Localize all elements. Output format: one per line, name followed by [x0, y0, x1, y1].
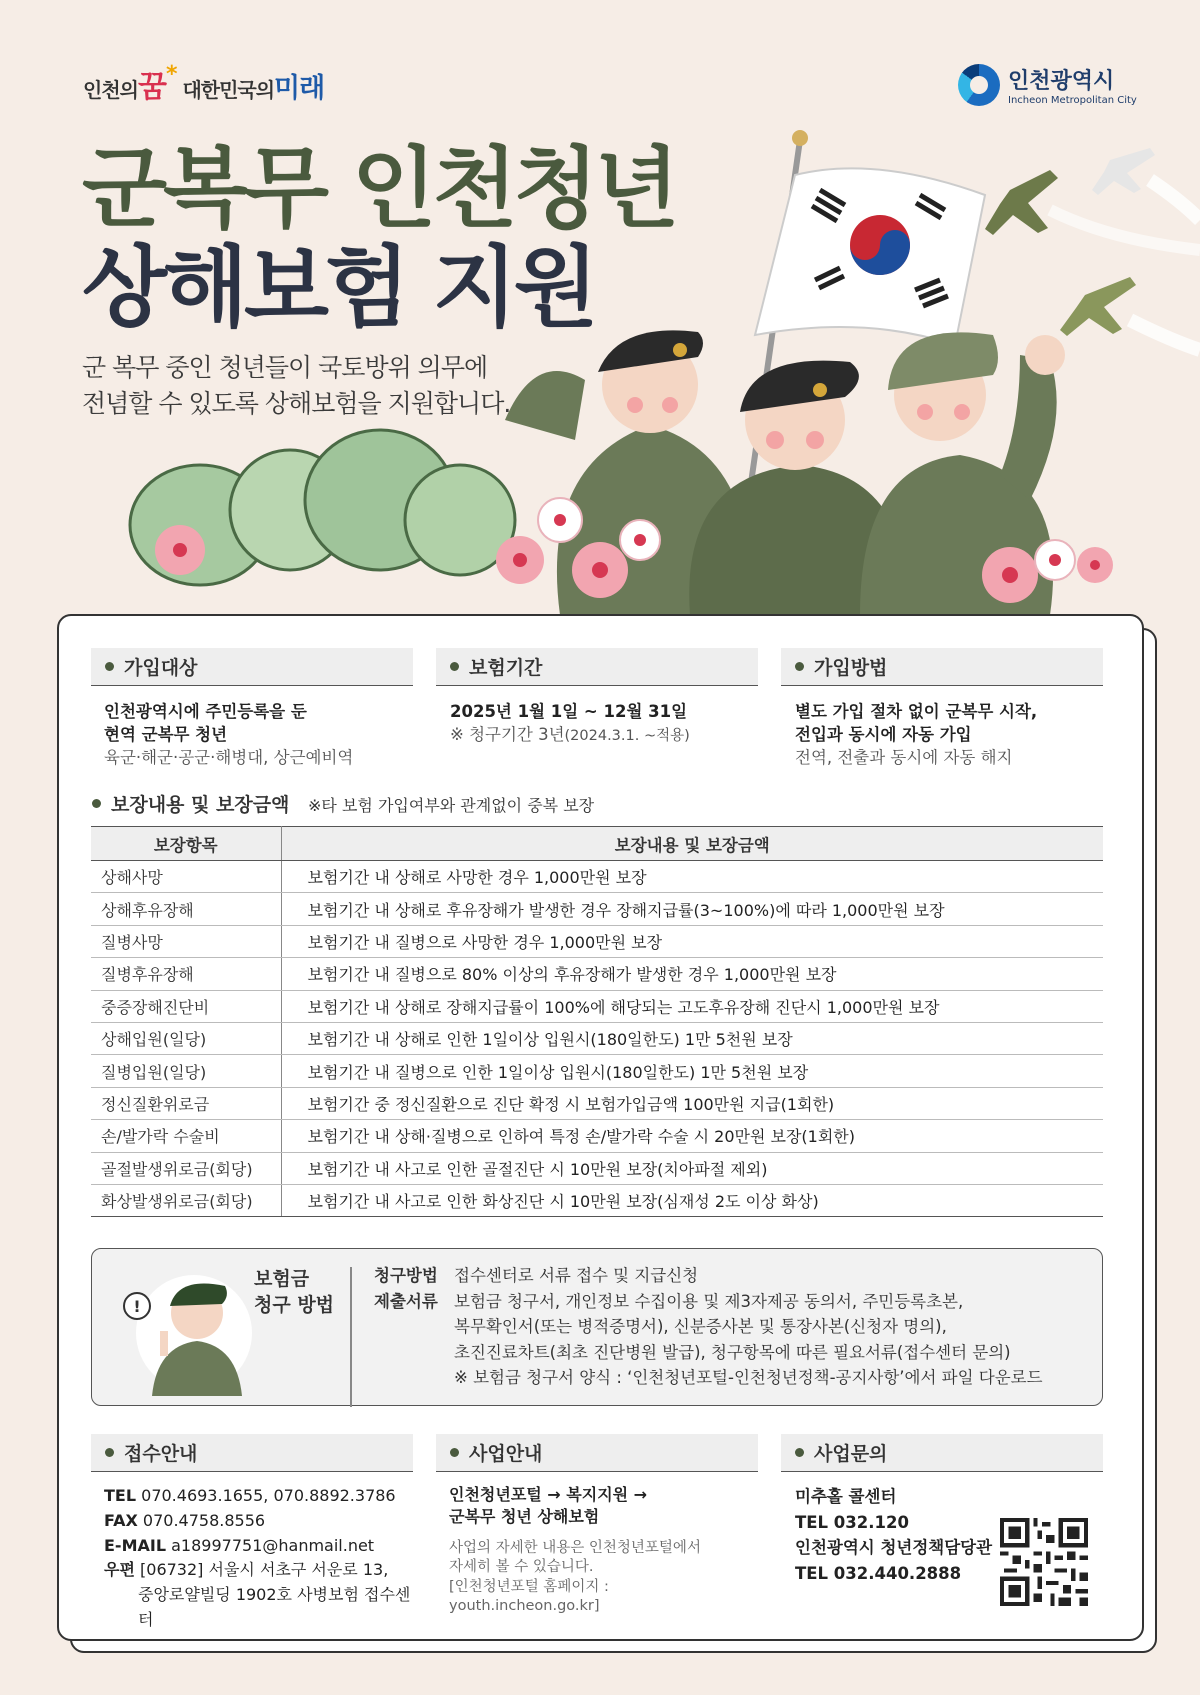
soldiers-illustration [0, 120, 1200, 620]
table-header-row [91, 827, 1103, 861]
col-item: 보장항목 [91, 827, 281, 861]
incheon-logo-icon [958, 64, 1000, 106]
coverage-heading: 보장내용 및 보장금액 [92, 790, 289, 817]
soldier-avatar [122, 1261, 257, 1396]
section-eligibility-heading: 가입대상 [91, 648, 413, 686]
section-business-heading: 사업안내 [436, 1434, 758, 1472]
table-row: 손/발가락 수술비 보험기간 내 상해·질병으로 인하여 특정 손/발가락 수술 시 20만원 보장(1회한) [91, 1120, 1103, 1152]
table-row: 정신질환위로금 보험기간 중 정신질환으로 진단 확정 시 보험가입금액 100만원 지급(1회한) [91, 1087, 1103, 1119]
table-row: 질병입원(일당) 보험기간 내 질병으로 인한 1일이상 입원시(180일한도) 1만 5천원 보장 [91, 1055, 1103, 1087]
table-row: 질병사망 보험기간 내 질병으로 사망한 경우 1,000만원 보장 [91, 925, 1103, 957]
section-reception-body: TEL 070.4693.1655, 070.8892.3786 FAX 070.4758.8556 E-MAIL a18997751@hanmail.net 우편 [06732] 서울시 서초구 서운로 13, 중앙로얄빌딩 1902호 사병보험 접수센터 [104, 1486, 411, 1629]
table-row: 중증장해진단비 보험기간 내 상해로 장해지급률이 100%에 해당되는 고도후유장해 진단시 1,000만원 보장 [91, 990, 1103, 1022]
logo-ko: 인천광역시 [1008, 69, 1115, 94]
incheon-logo [958, 64, 1137, 106]
table-row: 화상발생위로금(회당) 보험기간 내 사고로 인한 화상진단 시 10만원 보장(심재성 2도 이상 화상) [91, 1184, 1103, 1216]
slogan: 인천의꿈* 대한민국의미래 [83, 62, 325, 105]
section-inquiry-body: 미추홀 콜센터 TEL 032.120 인천광역시 청년정책담당관 TEL 032.440.2888 [795, 1487, 993, 1583]
section-reception-heading: 접수안내 [91, 1434, 413, 1472]
page-title: 군복무 인천청년 상해보험 지원 [82, 137, 676, 339]
table-row: 상해후유장해 보험기간 내 상해로 후유장해가 발생한 경우 장해지급률(3~100%)에 따라 1,000만원 보장 [91, 893, 1103, 925]
table-row: 골절발생위로금(회당) 보험기간 내 사고로 인한 골절진단 시 10만원 보장(치아파절 제외) [91, 1152, 1103, 1184]
section-period-heading: 보험기간 [436, 648, 758, 686]
section-eligibility-body: 인천광역시에 주민등록을 둔 현역 군복무 청년 육군·해군·공군·해병대, 상근예비역 [104, 702, 354, 768]
qr-code-icon[interactable] [1000, 1518, 1088, 1606]
section-business-body: 인천청년포털 → 복지지원 → 군복무 청년 상해보험 사업의 자세한 내용은 인천청년포털에서 자세히 볼 수 있습니다. [인천청년포털 홈페이지 : youth.incheon.go.kr] [449, 1485, 701, 1615]
section-method-body: 별도 가입 절차 없이 군복무 시작, 전입과 동시에 자동 가입 전역, 전출과 동시에 자동 해지 [795, 702, 1038, 768]
svg-text:!: ! [133, 1297, 141, 1316]
table-row: 상해입원(일당) 보험기간 내 상해로 인한 1일이상 입원시(180일한도) 1만 5천원 보장 [91, 1022, 1103, 1054]
section-inquiry-heading: 사업문의 [781, 1434, 1103, 1472]
section-period-body: 2025년 1월 1일 ~ 12월 31일 ※ 청구기간 3년(2024.3.1. ~적용) [450, 702, 690, 745]
coverage-table [91, 826, 1103, 1217]
page-subtitle: 군 복무 중인 청년들이 국토방위 의무에 전념할 수 있도록 상해보험을 지원합니다. [82, 353, 511, 419]
claim-details: 청구방법 접수센터로 서류 접수 및 지급신청 제출서류 보험금 청구서, 개인정보 수집이용 및 제3자제공 동의서, 주민등록초본, 복무확인서(또는 병적증명서), 신분증사본 및 통장사본(신청자 명의), 초진진료차트(최초 진단병원 발급), 청구항목에 따른 필요서류(접수센터 문의) ※ 보험금 청구서 양식 : ‘인천청년포털-인천청년정책-공지사항’에서 파일 다운로드 [374, 1266, 1043, 1388]
white-jet-icon [1092, 148, 1155, 195]
jet-icon [985, 170, 1136, 336]
coverage-note: ※타 보험 가입여부와 관계없이 중복 보장 [308, 796, 595, 815]
table-row: 상해사망 보험기간 내 상해로 사망한 경우 1,000만원 보장 [91, 861, 1103, 893]
logo-en: Incheon Metropolitan City [1008, 95, 1137, 106]
table-row: 질병후유장해 보험기간 내 질병으로 80% 이상의 후유장해가 발생한 경우 1,000만원 보장 [91, 958, 1103, 990]
section-method-heading: 가입방법 [781, 648, 1103, 686]
claim-title: 보험금 청구 방법 [254, 1268, 335, 1316]
claim-box [91, 1248, 1103, 1406]
col-desc: 보장내용 및 보장금액 [281, 827, 1103, 861]
star-icon: * [165, 62, 177, 87]
